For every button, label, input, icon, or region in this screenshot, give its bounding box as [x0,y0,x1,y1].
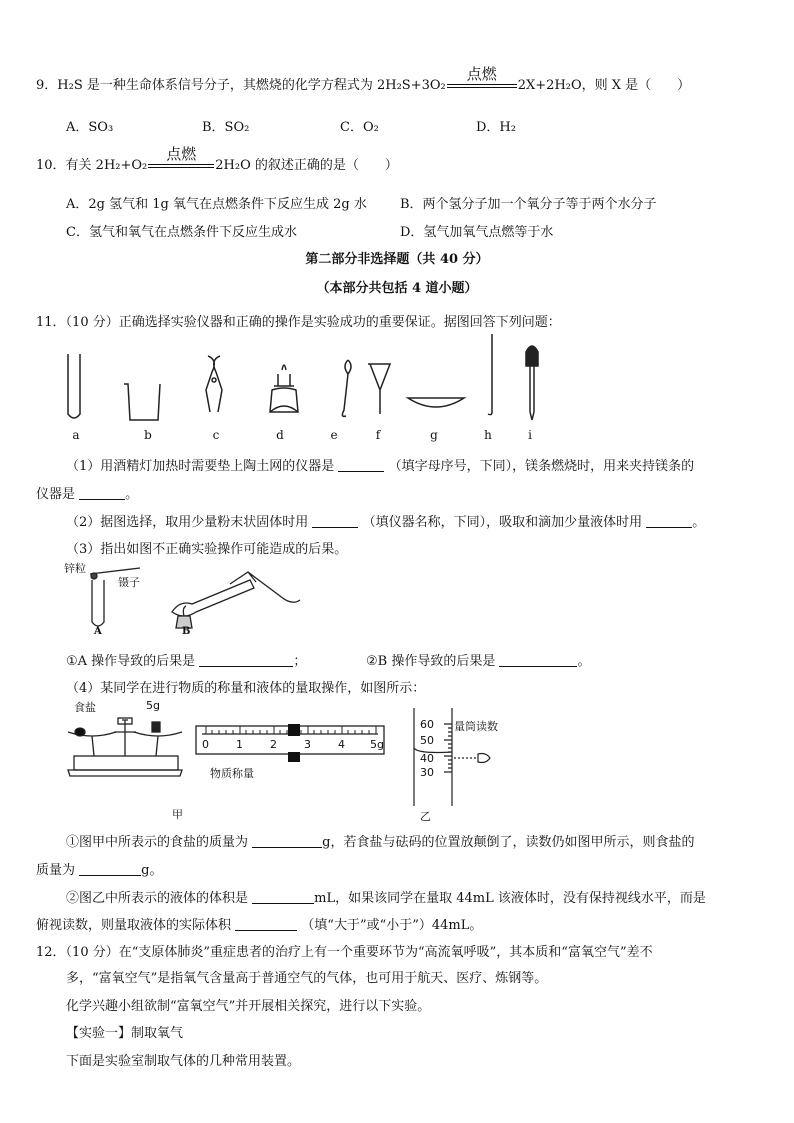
apparatus-label-a: a [72,428,80,442]
section-title: 第二部分非选择题（共 40 分） [305,252,489,267]
ruler-tick-2: 2 [270,738,277,751]
ruler-tick-0: 0 [202,738,209,751]
q12-line-5: 下面是实验室制取气体的几种常用装置。 [66,1054,301,1069]
fig-jia: 甲 [172,808,183,821]
q10-stem-b: 2H₂O 的叙述正确的是（ ） [215,158,398,173]
section-subtitle: （本部分共包括 4 道小题） [316,281,478,296]
answer-blank[interactable] [338,459,384,472]
ruler-tick-1: 1 [236,738,243,751]
cyl-tick-40: 40 [420,752,434,765]
q10-option-a: A．2g 氢气和 1g 氧气在点燃条件下反应生成 2g 水 [66,197,367,212]
q9-stem [36,64,691,93]
cyl-tick-30: 30 [420,766,434,779]
q12-line-1: 12．（10 分）在“支原体肺炎”重症患者的治疗上有一个重要环节为“高流氧呼吸”，其本质和“富氧空气”差不 [36,945,653,960]
q11-part4-1-cont: 质量为 g。 [36,863,163,878]
q9-option-d: D．H₂ [476,120,516,135]
answer-blank[interactable] [252,835,322,848]
answer-blank[interactable] [79,487,125,500]
cyl-caption: 量筒读数 [454,720,498,733]
q9-stem-b: 2X+2H₂O，则 X 是（ ） [517,78,691,93]
apparatus-label-h: h [484,428,492,442]
q11-part4: （4）某同学在进行物质的称量和液体的量取操作，如图所示： [66,681,426,696]
ruler-caption: 物质称量 [210,767,254,780]
apparatus-label-i: i [528,428,532,442]
ruler-tick-4: 4 [338,738,345,751]
answer-blank[interactable] [499,654,577,667]
zinc-label: 锌粒 [64,562,86,575]
fig-a-tag: A [94,626,102,637]
q9-stem-a: 9．H₂S 是一种生命体系信号分子，其燃烧的化学方程式为 2H₂S+3O₂ [36,78,446,93]
balance-figure [64,712,186,782]
tweezers-label: 镊子 [118,576,140,589]
q9-option-b: B．SO₂ [202,120,250,135]
q11-part4-2-cont: 俯视读数，则量取液体的实际体积 （填“大于”或“小于”）44mL。 [36,918,483,933]
q10-stem [36,144,398,173]
apparatus-figure [60,330,560,420]
q10-option-d: D．氢气加氧气点燃等于水 [400,225,554,240]
apparatus-label-f: f [375,428,381,442]
q12-line-3: 化学兴趣小组欲制“富氧空气”并开展相关探究，进行以下实验。 [66,999,431,1014]
q12-line-2: 多，“富氧空气”是指氧气含量高于普通空气的气体，也可用于航天、医疗、炼钢等。 [66,971,548,986]
q9-option-c: C．O₂ [340,120,379,135]
ruler-tick-3: 3 [304,738,311,751]
apparatus-label-e: e [330,428,338,442]
answer-blank[interactable] [312,515,358,528]
answer-blank[interactable] [252,891,314,904]
weight-label: 5g [146,699,160,712]
q11-part4-1: ①图甲中所表示的食盐的质量为 g，若食盐与砝码的位置放颠倒了，读数仍如图甲所示，则食盐的 [66,835,695,850]
apparatus-label-d: d [276,428,284,442]
salt-label: 食盐 [74,701,96,714]
q10-option-c: C．氢气和氧气在点燃条件下反应生成水 [66,225,297,240]
apparatus-label-g: g [430,428,438,442]
ruler-tick-5: 5g [370,738,384,751]
q11-part2: （2）据图选择，取用少量粉末状固体时用 （填仪器名称，下同），吸取和滴加少量液体时用 。 [66,515,706,530]
q11-part1-cont: 仪器是 。 [36,487,139,502]
answer-blank[interactable] [235,918,297,931]
q12-line-4: 【实验一】制取氧气 [66,1026,184,1041]
fig-b-tag: B [182,626,191,637]
fig-yi: 乙 [420,810,431,823]
reaction-condition: 点燃 [148,159,214,173]
q10-stem-a: 10．有关 2H₂+O₂ [36,158,148,173]
scale-ruler [196,722,386,762]
operation-figure [80,560,320,630]
q11-stem: 11．（10 分）正确选择实验仪器和正确的操作是实验成功的重要保证。据图回答下列问题： [36,315,561,330]
q11-part3-b: ②B 操作导致的后果是 。 [366,654,591,669]
apparatus-label-c: c [212,428,220,442]
reaction-condition: 点燃 [447,79,517,93]
q11-part1: （1）用酒精灯加热时需要垫上陶土网的仪器是 （填字母序号，下同），镁条燃烧时，用来夹持镁条的 [66,459,695,474]
q9-option-a: A．SO₃ [66,120,114,135]
answer-blank[interactable] [199,654,293,667]
cyl-tick-60: 60 [420,718,434,731]
answer-blank[interactable] [646,515,692,528]
q11-part3: （3）指出如图不正确实验操作可能造成的后果。 [66,542,348,557]
q10-option-b: B．两个氢分子加一个氧分子等于两个水分子 [400,197,657,212]
apparatus-label-b: b [144,428,152,442]
q11-part4-2: ②图乙中所表示的液体的体积是 mL，如果该同学在量取 44mL 该液体时，没有保持视线水平，而是 [66,891,706,906]
cyl-tick-50: 50 [420,734,434,747]
answer-blank[interactable] [79,863,141,876]
q11-part3-a: ①A 操作导致的后果是 ； [66,654,307,669]
